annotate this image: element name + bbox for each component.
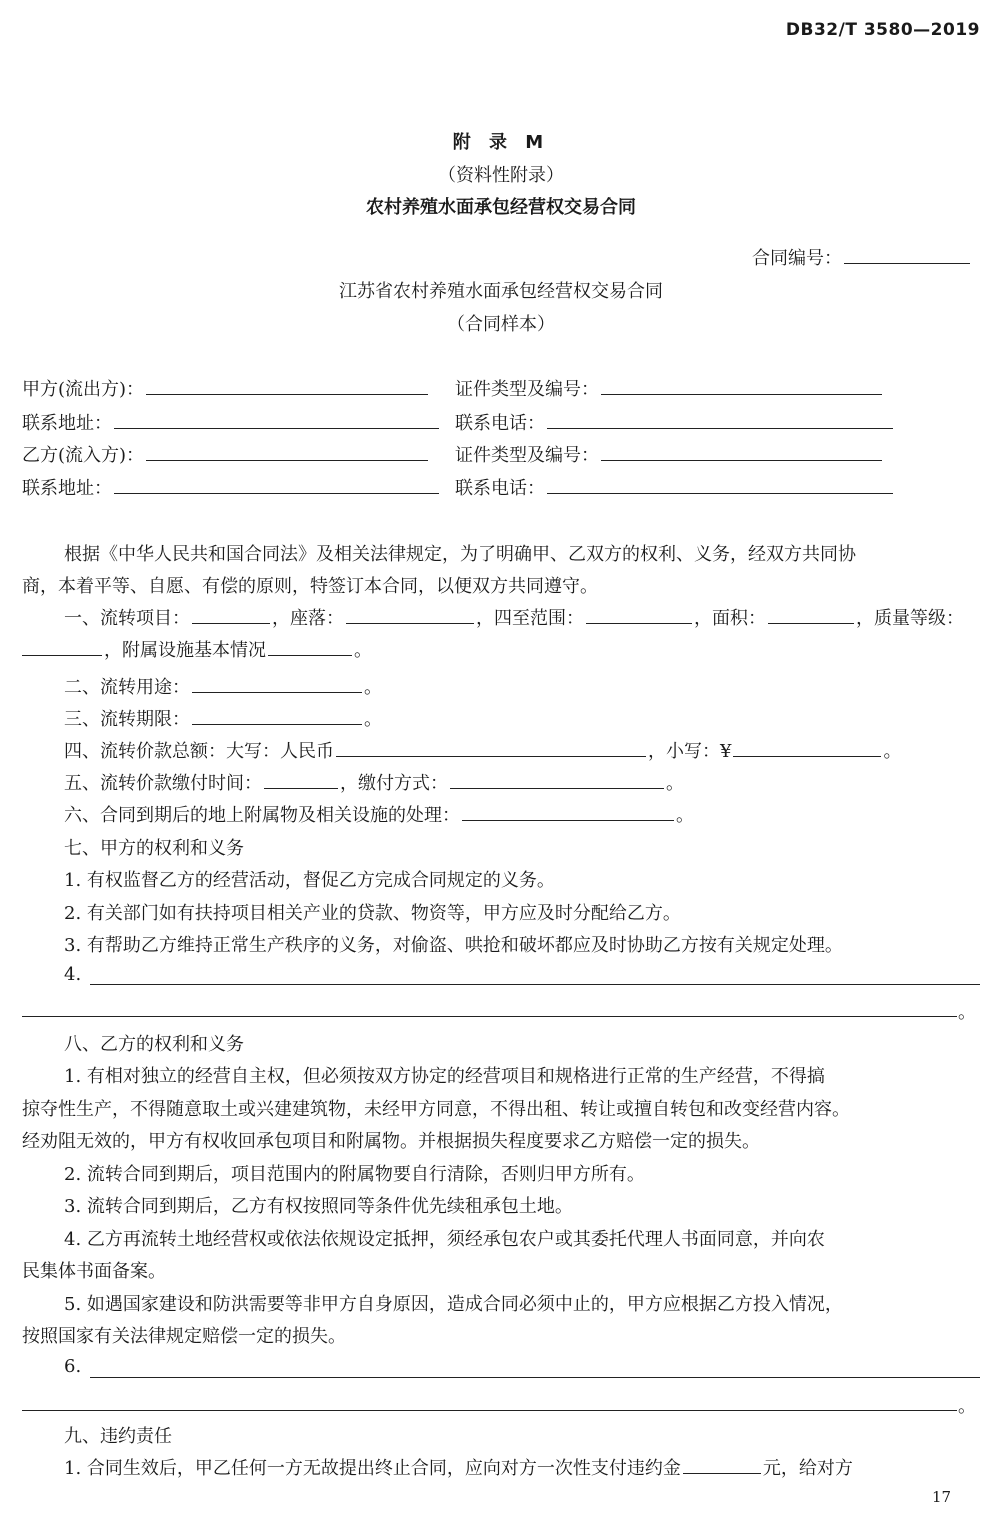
clause-1-line-2 bbox=[22, 636, 372, 662]
clause-2-label: 二、流转用途： bbox=[64, 677, 190, 698]
clause-1-line-1 bbox=[64, 604, 964, 630]
clause-2 bbox=[64, 673, 382, 699]
period: 。 bbox=[883, 741, 902, 762]
clause-8-item-1-line-2: 掠夺性生产，不得随意取土或兴建建筑物，未经甲方同意，不得出租、转让或擅自转包和改变经营内容。 bbox=[22, 1099, 850, 1120]
period: 。 bbox=[666, 773, 684, 794]
location-blank[interactable] bbox=[346, 607, 474, 624]
party-b-id-label: 证件类型及编号： bbox=[455, 445, 599, 466]
amount-numeric-blank[interactable] bbox=[733, 740, 881, 757]
appendix-title: 附 录 M bbox=[452, 132, 550, 153]
party-a-address-label: 联系地址： bbox=[22, 413, 112, 434]
usage-blank[interactable] bbox=[192, 676, 362, 693]
clause-7-item-2: 2. 有关部门如有扶持项目相关产业的贷款、物资等，甲方应及时分配给乙方。 bbox=[64, 903, 681, 924]
party-b-id-blank[interactable] bbox=[601, 444, 882, 461]
term-blank[interactable] bbox=[192, 708, 362, 725]
clause-3 bbox=[64, 705, 382, 731]
standard-code: DB32/T 3580—2019 bbox=[785, 20, 980, 40]
clause-8-item-5-line-2: 按照国家有关法律规定赔偿一定的损失。 bbox=[22, 1326, 346, 1347]
party-a-blank[interactable] bbox=[146, 378, 428, 395]
clause-1-location-label: ，座落： bbox=[272, 608, 344, 629]
party-b-phone-row bbox=[455, 474, 895, 500]
clause-5-time-label: 五、流转价款缴付时间： bbox=[64, 773, 262, 794]
intro-line-1: 根据《中华人民共和国合同法》及相关法律规定，为了明确甲、乙双方的权利、义务，经双方共同协 bbox=[64, 544, 856, 565]
party-b-row bbox=[22, 441, 430, 467]
party-a-label: 甲方(流出方)： bbox=[22, 379, 145, 400]
amount-capital-blank[interactable] bbox=[336, 740, 646, 757]
clause-1-boundary-label: ，四至范围： bbox=[476, 608, 584, 629]
party-a-id-label: 证件类型及编号： bbox=[455, 379, 599, 400]
boundary-blank[interactable] bbox=[586, 607, 692, 624]
clause-1-project-label: 一、流转项目： bbox=[64, 608, 190, 629]
clause-8-item-6-label: 6. bbox=[64, 1356, 82, 1377]
contract-subtitle: （合同样本） bbox=[447, 314, 555, 335]
contract-title: 江苏省农村养殖水面承包经营权交易合同 bbox=[339, 281, 663, 302]
period: 。 bbox=[364, 709, 382, 730]
clause-8-item-4-line-1: 4. 乙方再流转土地经营权或依法依规设定抵押，须经承包农户或其委托代理人书面同意，并向农 bbox=[64, 1229, 825, 1250]
contract-number-label: 合同编号： bbox=[752, 248, 842, 269]
party-b-address-blank[interactable] bbox=[114, 477, 439, 494]
clause-9-title: 九、违约责任 bbox=[64, 1426, 172, 1447]
clause-7-item-4-blank-2[interactable] bbox=[22, 1016, 957, 1017]
clause-8-item-1-line-3: 经劝阻无效的，甲方有权收回承包项目和附属物。并根据损失程度要求乙方赔偿一定的损失。 bbox=[22, 1131, 760, 1152]
party-a-phone-label: 联系电话： bbox=[455, 413, 545, 434]
clause-8-item-5-line-1: 5. 如遇国家建设和防洪需要等非甲方自身原因，造成合同必须中止的，甲方应根据乙方投入情况， bbox=[64, 1294, 843, 1315]
clause-4-capital-label: 四、流转价款总额：大写：人民币 bbox=[64, 741, 334, 762]
party-a-row bbox=[22, 375, 430, 401]
appendix-subtitle: （资料性附录） bbox=[438, 165, 564, 186]
party-a-id-row bbox=[455, 375, 884, 401]
area-blank[interactable] bbox=[768, 607, 854, 624]
penalty-amount-blank[interactable] bbox=[683, 1457, 761, 1474]
clause-8-item-1-line-1: 1. 有相对独立的经营自主权，但必须按双方协定的经营项目和规格进行正常的生产经营，不得搞 bbox=[64, 1066, 825, 1087]
clause-8-item-3: 3. 流转合同到期后，乙方有权按照同等条件优先续租承包土地。 bbox=[64, 1196, 573, 1217]
project-blank[interactable] bbox=[192, 607, 270, 624]
party-b-phone-blank[interactable] bbox=[547, 477, 893, 494]
clause-8-item-4-line-2: 民集体书面备案。 bbox=[22, 1261, 166, 1282]
clause-9-item-1-tail: 元，给对方 bbox=[762, 1458, 853, 1479]
clause-7-item-4-blank-1[interactable] bbox=[90, 984, 980, 985]
clause-7-item-4-label: 4. bbox=[64, 964, 82, 985]
facilities-blank[interactable] bbox=[268, 639, 352, 656]
clause-5 bbox=[64, 769, 684, 795]
party-a-address-row bbox=[22, 409, 441, 435]
period: 。 bbox=[958, 1002, 976, 1023]
clause-8-item-2: 2. 流转合同到期后，项目范围内的附属物要自行清除，否则归甲方所有。 bbox=[64, 1164, 645, 1185]
party-b-address-label: 联系地址： bbox=[22, 478, 112, 499]
clause-8-item-6-blank-1[interactable] bbox=[90, 1377, 980, 1378]
payment-method-blank[interactable] bbox=[450, 772, 664, 789]
party-a-phone-row bbox=[455, 409, 895, 435]
intro-line-2: 商，本着平等、自愿、有偿的原则，特签订本合同，以便双方共同遵守。 bbox=[22, 576, 598, 597]
clause-7-item-1: 1. 有权监督乙方的经营活动，督促乙方完成合同规定的义务。 bbox=[64, 870, 555, 891]
party-a-phone-blank[interactable] bbox=[547, 412, 893, 429]
clause-4-numeric-label: ，小写：¥ bbox=[648, 741, 732, 762]
clause-4 bbox=[64, 737, 901, 763]
clause-7-title: 七、甲方的权利和义务 bbox=[64, 838, 244, 859]
party-a-address-blank[interactable] bbox=[114, 412, 439, 429]
period: 。 bbox=[676, 805, 694, 826]
clause-8-item-6-blank-2[interactable] bbox=[22, 1410, 957, 1411]
clause-1-area-label: ，面积： bbox=[694, 608, 766, 629]
party-b-id-row bbox=[455, 441, 884, 467]
party-b-blank[interactable] bbox=[146, 444, 428, 461]
party-b-phone-label: 联系电话： bbox=[455, 478, 545, 499]
clause-1-facilities-label: ，附属设施基本情况 bbox=[104, 640, 266, 661]
grade-blank[interactable] bbox=[22, 639, 102, 656]
period: 。 bbox=[364, 677, 382, 698]
clause-8-title: 八、乙方的权利和义务 bbox=[64, 1034, 244, 1055]
period: 。 bbox=[354, 640, 372, 661]
party-b-label: 乙方(流入方)： bbox=[22, 445, 145, 466]
clause-7-item-3: 3. 有帮助乙方维持正常生产秩序的义务，对偷盗、哄抢和破坏都应及时协助乙方按有关规定处理。 bbox=[64, 935, 843, 956]
clause-5-method-label: ，缴付方式： bbox=[340, 773, 448, 794]
attachments-blank[interactable] bbox=[462, 804, 674, 821]
page-number: 17 bbox=[932, 1488, 952, 1506]
clause-3-label: 三、流转期限： bbox=[64, 709, 190, 730]
period: 。 bbox=[958, 1396, 976, 1417]
clause-1-grade-label: ，质量等级： bbox=[856, 608, 964, 629]
appendix-name: 农村养殖水面承包经营权交易合同 bbox=[366, 197, 636, 218]
contract-number-blank[interactable] bbox=[844, 247, 970, 264]
clause-6 bbox=[64, 801, 694, 827]
payment-time-blank[interactable] bbox=[264, 772, 338, 789]
party-a-id-blank[interactable] bbox=[601, 378, 882, 395]
party-b-address-row bbox=[22, 474, 441, 500]
contract-number-field bbox=[752, 244, 972, 270]
clause-9-item-1 bbox=[64, 1454, 853, 1480]
clause-9-item-1-text: 1. 合同生效后，甲乙任何一方无故提出终止合同，应向对方一次性支付违约金 bbox=[64, 1458, 681, 1479]
clause-6-label: 六、合同到期后的地上附属物及相关设施的处理： bbox=[64, 805, 460, 826]
